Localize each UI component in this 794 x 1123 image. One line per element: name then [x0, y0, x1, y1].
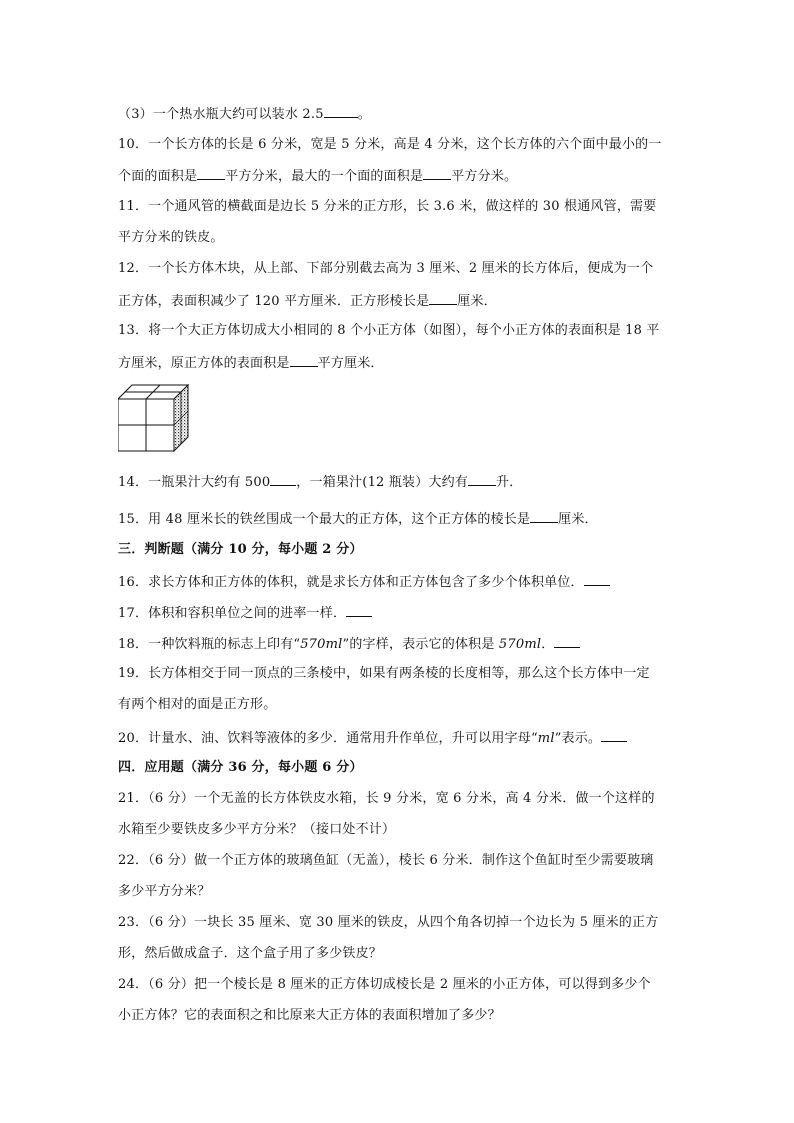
question-text: 平方分米。 [451, 169, 518, 184]
question-23-line1: 23．（6 分）一块长 35 厘米、宽 30 厘米的铁皮，从四个角各切掉一个边长为 5 厘米的正方 [118, 915, 659, 930]
question-20 [118, 728, 627, 748]
question-22-line1: 22．（6 分）做一个正方体的玻璃鱼缸（无盖），棱长 6 分米．制作这个鱼缸时至少需要玻璃 [118, 853, 654, 868]
answer-blank [423, 166, 451, 180]
question-18 [118, 634, 580, 654]
question-17 [118, 603, 372, 623]
question-text: 17．体积和容积单位之间的进率一样． [118, 606, 347, 621]
answer-blank [584, 572, 610, 586]
question-12-line1: 12．一个长方体木块，从上部、下部分别截去高为 3 厘米、2 厘米的长方体后，便成为一个 [118, 261, 654, 276]
question-text: 570ml [300, 637, 343, 652]
question-text: （3）一个热水瓶大约可以装水 2.5 [118, 107, 324, 122]
question-text: 个面的面积是 [118, 169, 198, 184]
answer-blank [468, 472, 496, 486]
question-24-line1: 24．（6 分）把一个棱长是 8 厘米的正方体切成棱长是 2 厘米的小正方体，可以得到多少个 [118, 977, 651, 992]
question-text: 升． [496, 475, 523, 490]
question-23-line2: 形，然后做成盒子．这个盒子用了多少铁皮？ [118, 946, 383, 961]
section-4-heading: 四．应用题（满分 36 分，每小题 6 分） [118, 760, 363, 775]
cube-divided-figure [118, 384, 190, 452]
question-text: 14．一瓶果汁大约有 500 [118, 475, 271, 490]
question-text: 15．用 48 厘米长的铁丝围成一个最大的正方体，这个正方体的棱长是 [118, 512, 531, 527]
answer-blank [530, 509, 558, 523]
question-text: 平方分米，最大的一个面的面积是 [225, 169, 424, 184]
question-text: 厘米． [558, 512, 598, 527]
question-text: ，一箱果汁(12 瓶装）大约有 [296, 475, 469, 490]
question-text: 正方体，表面积减少了 120 平方厘米．正方形棱长是 [118, 294, 430, 309]
question-22-line2: 多少平方分米？ [118, 884, 211, 899]
question-13-line2 [118, 353, 384, 373]
question-12-line2 [118, 291, 497, 311]
question-10-line1: 10．一个长方体的长是 6 分米，宽是 5 分米，高是 4 分米，这个长方体的六个面中最小的一 [118, 137, 662, 152]
question-9-3 [118, 104, 371, 124]
question-text: 570ml [498, 637, 542, 652]
question-11-line1: 11．一个通风管的横截面是边长 5 分米的正方形，长 3.6 米，做这样的 30 根通风管，需要 [118, 199, 657, 214]
question-21-line2: 水箱至少要铁皮多少平方分米？（接口处不计） [118, 822, 396, 837]
question-14 [118, 472, 522, 492]
answer-blank [270, 472, 296, 486]
answer-blank [290, 353, 318, 367]
question-19-line1: 19．长方体相交于同一顶点的三条棱中，如果有两条棱的长度相等，那么这个长方体中一定 [118, 666, 650, 681]
question-11-line2: 平方分米的铁皮。 [118, 230, 224, 245]
question-text: ”表示。 [554, 731, 602, 746]
question-text: 厘米． [457, 294, 497, 309]
answer-blank [346, 603, 372, 617]
question-text: 平方厘米． [317, 356, 384, 371]
question-16 [118, 572, 610, 592]
answer-blank [197, 166, 225, 180]
section-3-heading: 三．判断题（满分 10 分，每小题 2 分） [118, 542, 363, 557]
question-24-line2: 小正方体？它的表面积之和比原来大正方体的表面积增加了多少？ [118, 1008, 501, 1023]
answer-blank [429, 291, 457, 305]
question-10-line2 [118, 166, 517, 186]
question-text: 。 [357, 107, 371, 122]
question-21-line1: 21．（6 分）一个无盖的长方体铁皮水箱，长 9 分米，宽 6 分米，高 4 分米．做一个这样的 [118, 791, 655, 806]
question-text: 20．计量水、油、饮料等液体的多少．通常用升作单位，升可以用字母“ [118, 731, 538, 746]
question-text: 18．一种饮料瓶的标志上印有“ [118, 637, 301, 652]
question-15 [118, 509, 598, 529]
question-text: ”的字样，表示它的体积是 [342, 637, 499, 652]
question-19-line2: 有两个相对的面是正方形。 [118, 697, 277, 712]
answer-blank [601, 728, 627, 742]
question-text: 16．求长方体和正方体的体积，就是求长方体和正方体包含了多少个体积单位． [118, 575, 584, 590]
answer-blank [554, 634, 580, 648]
answer-blank [324, 104, 358, 118]
question-text: 方厘米，原正方体的表面积是 [118, 356, 290, 371]
question-text: ． [541, 637, 555, 652]
question-text: ml [537, 731, 555, 746]
question-13-line1: 13．将一个大正方体切成大小相同的 8 个小正方体（如图），每个小正方体的表面积是 18 平 [118, 323, 660, 338]
